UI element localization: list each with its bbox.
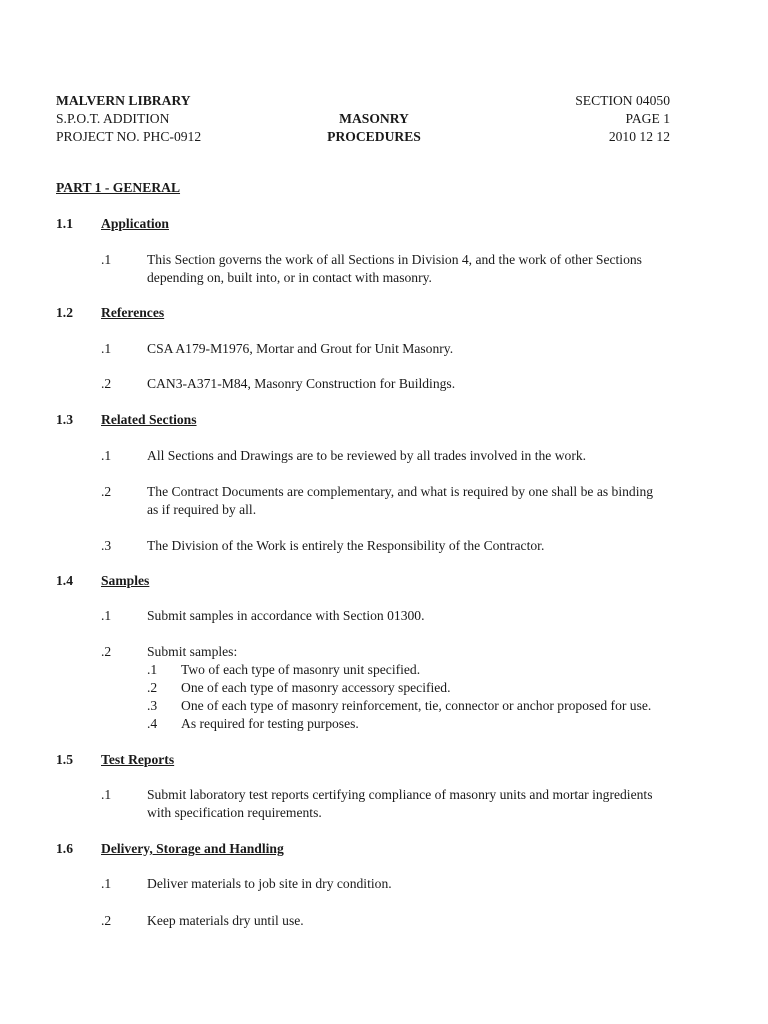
- item-number: .1: [101, 876, 112, 891]
- subitem-number: .3: [147, 698, 158, 713]
- section-number: SECTION 04050: [575, 93, 670, 108]
- item-text: Deliver materials to job site in dry condition.: [147, 876, 392, 891]
- item-number: .1: [101, 608, 112, 623]
- item-text: with specification requirements.: [147, 805, 322, 820]
- item-text: This Section governs the work of all Sections in Division 4, and the work of other Sections: [147, 252, 642, 267]
- item-text: Submit samples in accordance with Section 01300.: [147, 608, 425, 623]
- item-number: .2: [101, 644, 112, 659]
- subitem-text: Two of each type of masonry unit specified.: [181, 662, 421, 677]
- section-number-1-3: 1.3: [56, 412, 73, 427]
- section-title-delivery-storage-handling: Delivery, Storage and Handling: [101, 841, 284, 856]
- item-text: Submit samples:: [147, 644, 238, 659]
- section-number-1-1: 1.1: [56, 216, 73, 231]
- item-number: .1: [101, 448, 112, 463]
- part-title: PART 1 - GENERAL: [56, 180, 181, 195]
- item-text: All Sections and Drawings are to be reviewed by all trades involved in the work.: [147, 448, 587, 463]
- item-text: Keep materials dry until use.: [147, 913, 304, 928]
- subitem-number: .2: [147, 680, 158, 695]
- section-title-related-sections: Related Sections: [101, 412, 197, 427]
- subitem-text: As required for testing purposes.: [181, 716, 359, 731]
- item-text: The Division of the Work is entirely the Responsibility of the Contractor.: [147, 538, 545, 553]
- item-number: .2: [101, 376, 112, 391]
- section-number-1-5: 1.5: [56, 752, 73, 767]
- item-number: .2: [101, 484, 112, 499]
- item-text: The Contract Documents are complementary, and what is required by one shall be as binding: [147, 484, 654, 499]
- item-text: CSA A179-M1976, Mortar and Grout for Unit Masonry.: [147, 341, 454, 356]
- item-text: CAN3-A371-M84, Masonry Construction for Buildings.: [147, 376, 456, 391]
- section-title-test-reports: Test Reports: [101, 752, 175, 767]
- project-addition: S.P.O.T. ADDITION: [56, 111, 170, 126]
- item-number: .1: [101, 341, 112, 356]
- document-title-line-1: MASONRY: [339, 111, 409, 126]
- item-text: depending on, built into, or in contact with masonry.: [147, 270, 432, 285]
- item-text: as if required by all.: [147, 502, 257, 517]
- subitem-number: .4: [147, 716, 158, 731]
- item-text: Submit laboratory test reports certifying compliance of masonry units and mortar ingredients: [147, 787, 653, 802]
- item-number: .3: [101, 538, 112, 553]
- document-title-line-2: PROCEDURES: [327, 129, 421, 144]
- project-name: MALVERN LIBRARY: [56, 93, 191, 108]
- section-title-application: Application: [101, 216, 169, 231]
- page-number: PAGE 1: [625, 111, 670, 126]
- subitem-text: One of each type of masonry reinforcement, tie, connector or anchor proposed for use.: [181, 698, 652, 713]
- subitem-text: One of each type of masonry accessory specified.: [181, 680, 451, 695]
- project-number: PROJECT NO. PHC-0912: [56, 129, 202, 144]
- section-number-1-6: 1.6: [56, 841, 73, 856]
- section-number-1-4: 1.4: [56, 573, 73, 588]
- item-number: .2: [101, 913, 112, 928]
- document-date: 2010 12 12: [608, 129, 670, 144]
- subitem-number: .1: [147, 662, 158, 677]
- item-number: .1: [101, 787, 112, 802]
- section-title-samples: Samples: [101, 573, 150, 588]
- section-number-1-2: 1.2: [56, 305, 73, 320]
- section-title-references: References: [101, 305, 165, 320]
- item-number: .1: [101, 252, 112, 267]
